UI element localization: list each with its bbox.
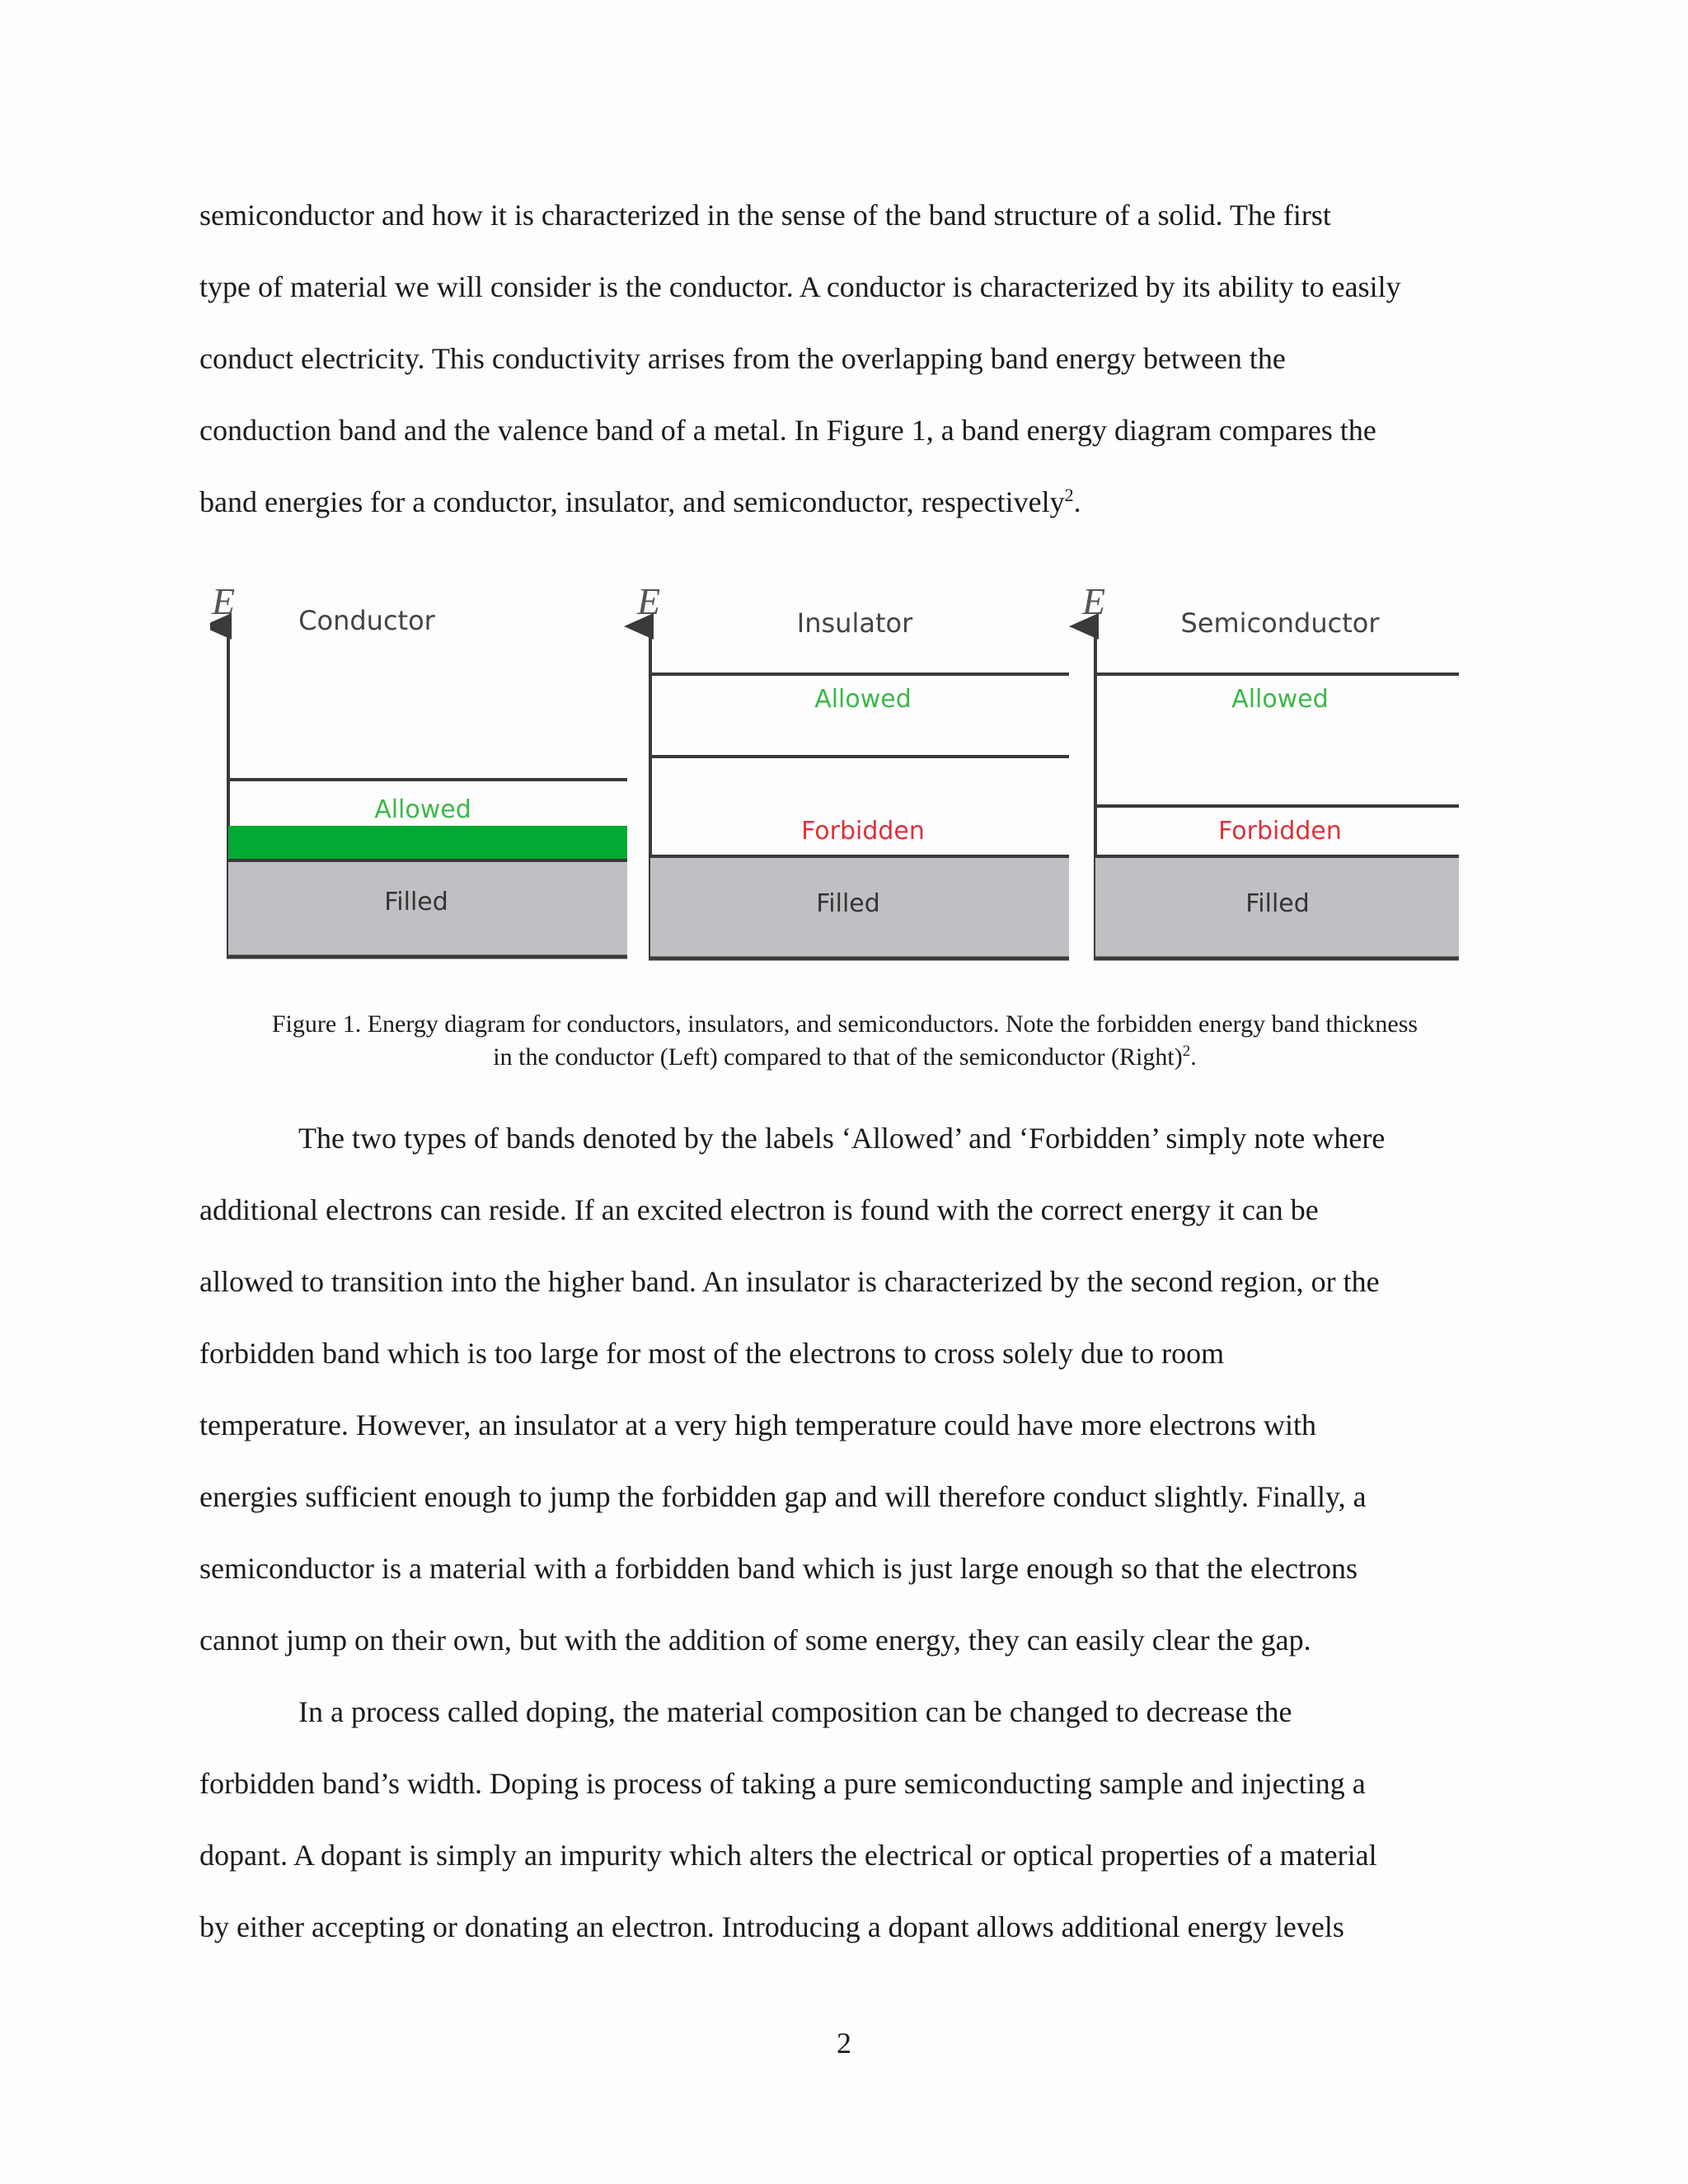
allowed-band-label: Allowed bbox=[374, 795, 471, 824]
figure-caption bbox=[198, 1008, 1492, 1074]
paragraph-line: additional electrons can reside. If an excited electron is found with the correct energy it can be bbox=[199, 1193, 1319, 1226]
energy-axis-label: E bbox=[637, 580, 661, 622]
insulator-panel bbox=[636, 580, 1069, 958]
sentence-end: . bbox=[1190, 1043, 1197, 1071]
paragraph-line: In a process called doping, the material composition can be changed to decrease the bbox=[298, 1695, 1292, 1728]
conductor-panel bbox=[211, 580, 627, 958]
paragraph-line: temperature. However, an insulator at a very high temperature could have more electrons with bbox=[199, 1408, 1317, 1441]
paragraph-line: cannot jump on their own, but with the addition of some energy, they can easily clear the gap. bbox=[199, 1624, 1311, 1657]
band-energy-diagram bbox=[210, 577, 1475, 968]
paragraph-line: allowed to transition into the higher band. An insulator is characterized by the second region, or the bbox=[199, 1265, 1380, 1298]
paragraph-line: semiconductor is a material with a forbidden band which is just large enough so that the electrons bbox=[199, 1552, 1357, 1585]
paragraph-2 bbox=[199, 1103, 1498, 1676]
paragraph-line: dopant. A dopant is simply an impurity which alters the electrical or optical properties of a material bbox=[199, 1839, 1377, 1872]
caption-line bbox=[198, 1041, 1492, 1074]
semiconductor-panel bbox=[1081, 580, 1459, 958]
paragraph-line: conduct electricity. This conductivity arrises from the overlapping band energy between the bbox=[199, 342, 1286, 375]
paragraph-line: The two types of bands denoted by the labels ‘Allowed’ and ‘Forbidden’ simply note where bbox=[298, 1122, 1386, 1155]
paragraph-line: forbidden band’s width. Doping is process of taking a pure semiconducting sample and injecting a bbox=[199, 1767, 1366, 1800]
forbidden-band-label: Forbidden bbox=[1218, 817, 1342, 846]
paragraph-line: energies sufficient enough to jump the forbidden gap and will therefore conduct slightly. Finally, a bbox=[199, 1480, 1367, 1513]
caption-line-text: in the conductor (Left) compared to that of the semiconductor (Right) bbox=[493, 1043, 1183, 1071]
panel-title: Insulator bbox=[796, 607, 913, 639]
paragraph-line: semiconductor and how it is characterized in the sense of the band structure of a solid. The first bbox=[199, 199, 1331, 232]
panel-title: Semiconductor bbox=[1180, 607, 1380, 639]
filled-band-label: Filled bbox=[1245, 889, 1310, 918]
paragraph-3 bbox=[199, 1676, 1498, 1963]
panel-title: Conductor bbox=[298, 605, 435, 636]
paragraph-line: type of material we will consider is the conductor. A conductor is characterized by its ability to easily bbox=[199, 270, 1401, 303]
paragraph-line-text: band energies for a conductor, insulator, and semiconductor, respectively bbox=[199, 485, 1065, 518]
allowed-band-label: Allowed bbox=[814, 685, 912, 714]
citation-superscript: 2 bbox=[1064, 485, 1074, 505]
page-number: 2 bbox=[837, 2027, 851, 2060]
paragraph-1 bbox=[199, 180, 1498, 538]
caption-line: Figure 1. Energy diagram for conductors, insulators, and semiconductors. Note the forbidden energy band thickness bbox=[271, 1010, 1418, 1038]
sentence-end: . bbox=[1073, 485, 1081, 518]
allowed-band-label: Allowed bbox=[1231, 685, 1329, 714]
citation-superscript: 2 bbox=[1182, 1043, 1191, 1060]
paragraph-line: by either accepting or donating an electron. Introducing a dopant allows additional energy levels bbox=[199, 1910, 1344, 1943]
energy-axis-label: E bbox=[1082, 580, 1106, 622]
filled-band-label: Filled bbox=[816, 889, 880, 918]
overlap-band bbox=[228, 826, 627, 860]
paragraph-line: conduction band and the valence band of a metal. In Figure 1, a band energy diagram compares the bbox=[199, 414, 1376, 447]
filled-band-label: Filled bbox=[384, 888, 448, 916]
paragraph-line: forbidden band which is too large for most of the electrons to cross solely due to room bbox=[199, 1337, 1225, 1370]
forbidden-band-label: Forbidden bbox=[801, 817, 925, 846]
energy-axis-label: E bbox=[212, 580, 236, 622]
paragraph-line bbox=[199, 466, 1498, 538]
